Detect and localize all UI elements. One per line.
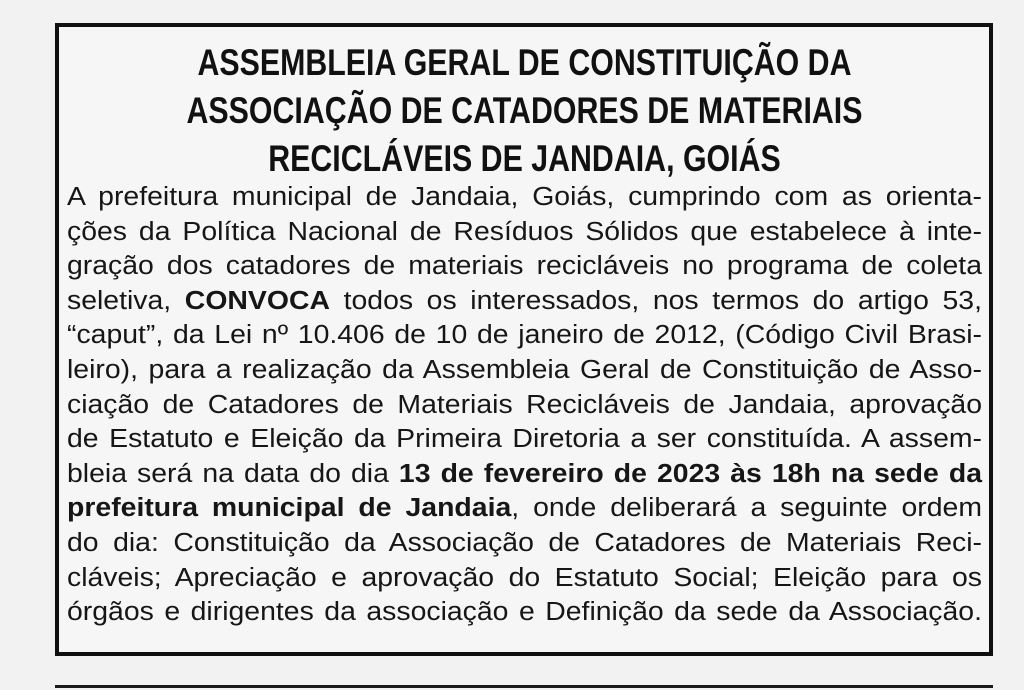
body-text-span: A prefeitura municipal de Jandaia, Goiás, cumprindo com as orienta- xyxy=(67,181,982,211)
title-line: ASSEMBLEIA GERAL DE CONSTITUIÇÃO DA xyxy=(197,42,852,83)
body-line xyxy=(67,214,982,249)
body-line xyxy=(67,456,982,491)
body-line xyxy=(67,560,982,595)
body-text-span: do dia: Constituição da Associação de Catadores de Materiais Reci- xyxy=(67,526,982,557)
bold-text: 13 de fevereiro de 2023 às 18h na sede da xyxy=(398,457,982,488)
body-text-span: órgãos e dirigentes da associação e Definição da sede da Associação. xyxy=(67,596,982,627)
bold-text: CONVOCA xyxy=(184,284,330,315)
body-line xyxy=(67,421,982,456)
title-line: RECICLÁVEIS DE JANDAIA, GOIÁS xyxy=(268,138,781,179)
body-line xyxy=(67,317,982,352)
body-text-span: cláveis; Apreciação e aprovação do Estatuto Social; Eleição para os xyxy=(67,561,982,592)
body-text-span: bleia será na data do dia xyxy=(67,457,399,488)
title-line: ASSOCIAÇÃO DE CATADORES DE MATERIAIS xyxy=(186,90,863,131)
body-text-span: leiro), para a realização da Assembleia Geral de Constituição de Asso- xyxy=(67,353,982,384)
body-text-span: “caput”, da Lei nº 10.406 de 10 de janeiro de 2012, (Código Civil Brasi- xyxy=(67,319,982,350)
body-text-span: todos os interessados, nos termos do artigo 53, xyxy=(329,284,982,315)
body-text-span: , onde deliberará a seguinte ordem xyxy=(511,492,982,523)
body-text-span: ciação de Catadores de Materiais Recicláveis de Jandaia, aprovação xyxy=(67,388,982,419)
bold-text: prefeitura municipal de Jandaia xyxy=(67,492,512,523)
body-line xyxy=(67,248,982,283)
body-line xyxy=(67,283,982,318)
body-text-span: de Estatuto e Eleição da Primeira Diretoria a ser constituída. A assem- xyxy=(67,423,982,454)
body-text-span: seletiva, xyxy=(67,284,185,315)
body-line xyxy=(67,490,982,525)
body-line xyxy=(67,352,982,387)
body-line xyxy=(67,387,982,422)
divider-rule xyxy=(55,685,993,688)
body-line xyxy=(67,179,982,214)
body-text-span: ções da Política Nacional de Resíduos Sólidos que estabelece à inte- xyxy=(67,215,982,246)
notice-box xyxy=(55,23,993,656)
body-line xyxy=(67,525,982,560)
body-text-span: gração dos catadores de materiais recicláveis no programa de coleta xyxy=(67,250,982,281)
notice-title xyxy=(149,39,899,183)
body-line xyxy=(67,594,982,629)
notice-body xyxy=(67,179,982,629)
